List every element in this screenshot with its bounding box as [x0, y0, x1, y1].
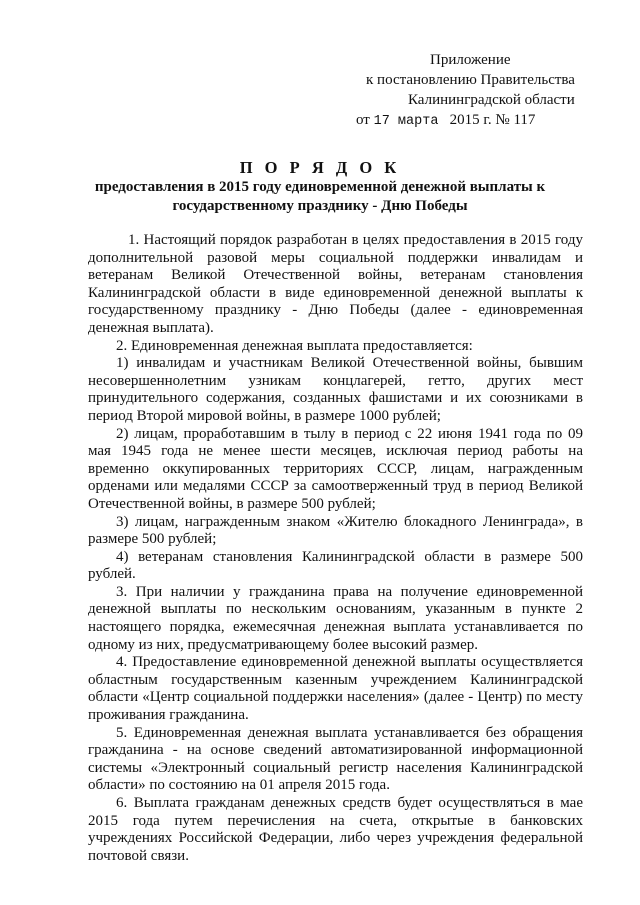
date-prefix: от: [356, 112, 370, 128]
date-value: 17 марта: [373, 114, 439, 129]
paragraph: 4. Предоставление единовременной денежной выплаты осуществляется областным государственным казенным учреждением Калининградской области «Центр социальной поддержки населения» (далее - Центр) по месту проживания гражданина.: [88, 654, 583, 724]
paragraph: 5. Единовременная денежная выплата устанавливается без обращения гражданина - на основе сведений автоматизированной информационной системы «Электронный социальный регистр населения Калининградской области» по состоянию на 01 апреля 2015 года.: [88, 724, 583, 794]
paragraph: 1) инвалидам и участникам Великой Отечественной войны, бывшим несовершеннолетним узникам концлагерей, гетто, других мест принудительного содержания, созданных фашистами и их союзниками в период Второй мировой войны, в размере 1000 рублей;: [88, 355, 583, 424]
paragraph: 2. Единовременная денежная выплата предоставляется:: [116, 337, 473, 354]
appendix-label: Приложение: [430, 52, 511, 68]
resolution-date-number: [300, 110, 600, 132]
paragraph: 6. Выплата гражданам денежных средств будет осуществляться в мае 2015 года путем перечисления на счета, открытые в банковских учреждениях Российской Федерации, либо через учреждения федеральной почтовой связи.: [88, 795, 583, 864]
document-body: [88, 232, 583, 865]
paragraph: 3) лицам, награжденным знаком «Жителю блокадного Ленинграда», в размере 500 рублей;: [88, 513, 583, 548]
paragraph: 3. При наличии у гражданина права на получение единовременной денежной выплаты по нескольким основаниям, указанным в пункте 2 настоящего порядка, ежемесячная денежная выплата устанавливается по одному из них, предусматривающему более высокий размер.: [88, 583, 583, 653]
document-subtitle: предоставления в 2015 году единовременной денежной выплаты к государственному празднику - Дню Победы: [94, 179, 546, 214]
resolution-reference: к постановлению Правительства: [366, 72, 575, 88]
appendix-header: [300, 50, 600, 132]
document-title: П О Р Я Д О К: [239, 158, 401, 177]
paragraph: 2) лицам, проработавшим в тылу в период с 22 июня 1941 года по 09 мая 1945 года не менее шести месяцев, исключая период работы на временно оккупированных территориях СССР, лицам, награжденным орденами или медалями СССР за самоотверженный труд в период Великой Отечественной войны, в размере 500 рублей;: [88, 425, 583, 512]
paragraph: 1. Настоящий порядок разработан в целях предоставления в 2015 году дополнительной разовой меры социальной поддержки инвалидам и ветеранам Великой Отечественной войны, ветеранам становления Калининградской области в виде единовременной денежной выплаты к государственному празднику - Дню Победы (далее - единовременная денежная выплата).: [88, 232, 583, 336]
region-name: Калининградской области: [408, 92, 575, 108]
year-and-number: 2015 г. № 117: [449, 112, 536, 128]
paragraph: 4) ветеранам становления Калининградской области в размере 500 рублей.: [88, 548, 583, 583]
